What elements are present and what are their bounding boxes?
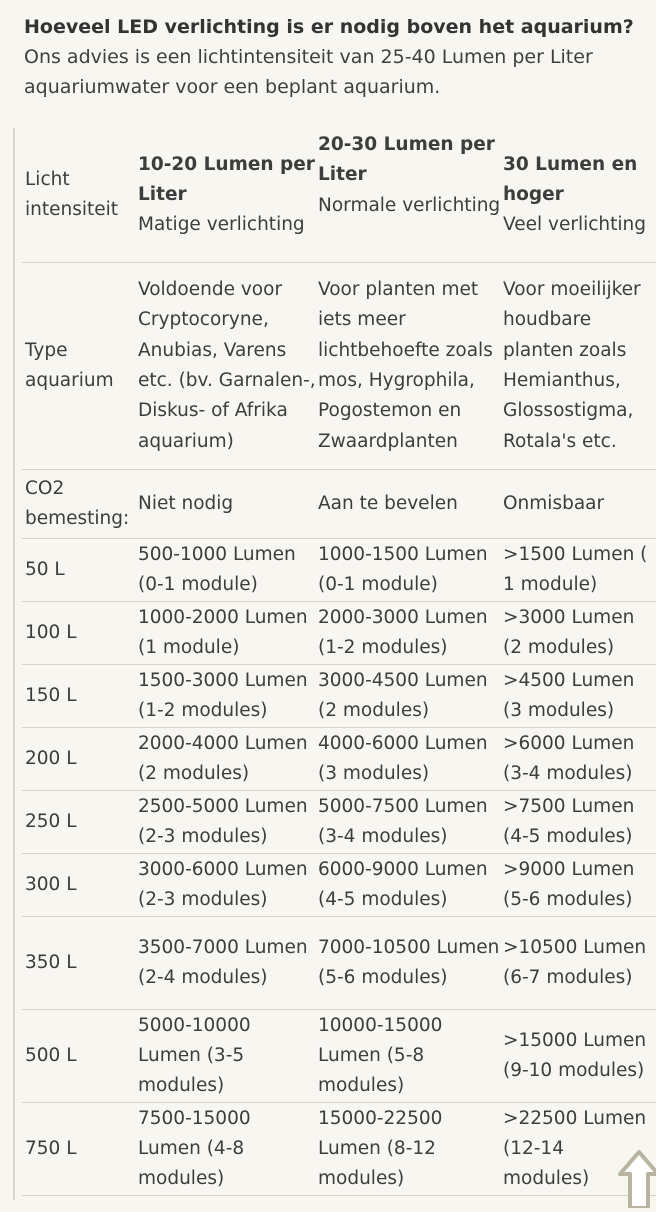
row-label: 250 L: [22, 791, 136, 854]
table-cell: Voor moeilijker houdbare planten zoals Hemianthus, Glossostigma, Rotala's etc.: [501, 263, 656, 470]
table-cell: 4000-6000 Lumen (3 modules): [316, 728, 501, 791]
header-title: 20-30 Lumen per Liter: [318, 134, 495, 186]
row-label: CO2 bemesting:: [22, 470, 136, 539]
header-label: Licht intensiteit: [22, 128, 136, 263]
row-label: 200 L: [22, 728, 136, 791]
content-left-rule: [13, 128, 15, 1200]
table-cell: Voldoende voor Cryptocoryne, Anubias, Varens etc. (bv. Garnalen-, Diskus- of Afrika aquarium): [136, 263, 316, 470]
table-cell: 500-1000 Lumen (0-1 module): [136, 539, 316, 602]
volume-row: [22, 539, 656, 602]
table-cell: 2000-4000 Lumen (2 modules): [136, 728, 316, 791]
row-label: 100 L: [22, 602, 136, 665]
table-cell: 3000-6000 Lumen (2-3 modules): [136, 854, 316, 917]
table-cell: Niet nodig: [136, 470, 316, 539]
table-cell: 5000-7500 Lumen (3-4 modules): [316, 791, 501, 854]
table-cell: 7500-15000 Lumen (4-8 modules): [136, 1103, 316, 1196]
table-cell: 6000-9000 Lumen (4-5 modules): [316, 854, 501, 917]
row-label: Type aquarium: [22, 263, 136, 470]
arrow-up-icon: [616, 1148, 656, 1208]
header-title: 10-20 Lumen per Liter: [138, 153, 315, 205]
table-cell: Onmisbaar: [501, 470, 656, 539]
co2-row: [22, 470, 656, 539]
table-cell: >6000 Lumen (3-4 modules): [501, 728, 656, 791]
row-label: 300 L: [22, 854, 136, 917]
table-cell: 3500-7000 Lumen (2-4 modules): [136, 917, 316, 1010]
row-label: 750 L: [22, 1103, 136, 1196]
header-cell: [136, 128, 316, 263]
type-row: [22, 263, 656, 470]
table-cell: >1500 Lumen ( 1 module): [501, 539, 656, 602]
volume-row: [22, 665, 656, 728]
header-subtitle: Normale verlichting: [318, 194, 501, 216]
table-cell: 1500-3000 Lumen (1-2 modules): [136, 665, 316, 728]
table-cell: 2500-5000 Lumen (2-3 modules): [136, 791, 316, 854]
header-row: [22, 128, 656, 263]
table-cell: >4500 Lumen (3 modules): [501, 665, 656, 728]
table-cell: 2000-3000 Lumen (1-2 modules): [316, 602, 501, 665]
row-label: 150 L: [22, 665, 136, 728]
table-cell: >7500 Lumen (4-5 modules): [501, 791, 656, 854]
table-cell: 1000-2000 Lumen (1 module): [136, 602, 316, 665]
table-cell: 15000-22500 Lumen (8-12 modules): [316, 1103, 501, 1196]
volume-row: [22, 1103, 656, 1196]
volume-row: [22, 602, 656, 665]
header-subtitle: Veel verlichting: [503, 214, 646, 236]
volume-row: [22, 1010, 656, 1103]
table-cell: Voor planten met iets meer lichtbehoefte zoals mos, Hygrophila, Pogostemon en Zwaardplanten: [316, 263, 501, 470]
table-cell: >9000 Lumen (5-6 modules): [501, 854, 656, 917]
row-label: 500 L: [22, 1010, 136, 1103]
volume-row: [22, 728, 656, 791]
scroll-to-top-button[interactable]: [616, 1148, 656, 1208]
section-intro-text: Ons advies is een lichtintensiteit van 25-40 Lumen per Liter aquariumwater voor een beplant aquarium.: [24, 46, 593, 98]
header-subtitle: Matige verlichting: [138, 214, 305, 236]
row-label: 350 L: [22, 917, 136, 1010]
intro-section: [24, 12, 654, 102]
table-cell: >22500 Lumen (12-14 modules): [501, 1103, 656, 1196]
header-cell: [316, 128, 501, 263]
volume-row: [22, 917, 656, 1010]
table-cell: >15000 Lumen (9-10 modules): [501, 1010, 656, 1103]
table-cell: Aan te bevelen: [316, 470, 501, 539]
volume-row: [22, 854, 656, 917]
table-cell: >10500 Lumen (6-7 modules): [501, 917, 656, 1010]
header-cell: [501, 128, 656, 263]
volume-row: [22, 791, 656, 854]
section-heading: Hoeveel LED verlichting is er nodig boven het aquarium?: [24, 16, 634, 38]
table-cell: 5000-10000 Lumen (3-5 modules): [136, 1010, 316, 1103]
table-cell: 10000-15000 Lumen (5-8 modules): [316, 1010, 501, 1103]
table-cell: >3000 Lumen (2 modules): [501, 602, 656, 665]
lumen-table: [22, 128, 656, 1196]
table-cell: 7000-10500 Lumen (5-6 modules): [316, 917, 501, 1010]
header-title: 30 Lumen en hoger: [503, 153, 638, 205]
row-label: 50 L: [22, 539, 136, 602]
table-cell: 1000-1500 Lumen (0-1 module): [316, 539, 501, 602]
table-cell: 3000-4500 Lumen (2 modules): [316, 665, 501, 728]
